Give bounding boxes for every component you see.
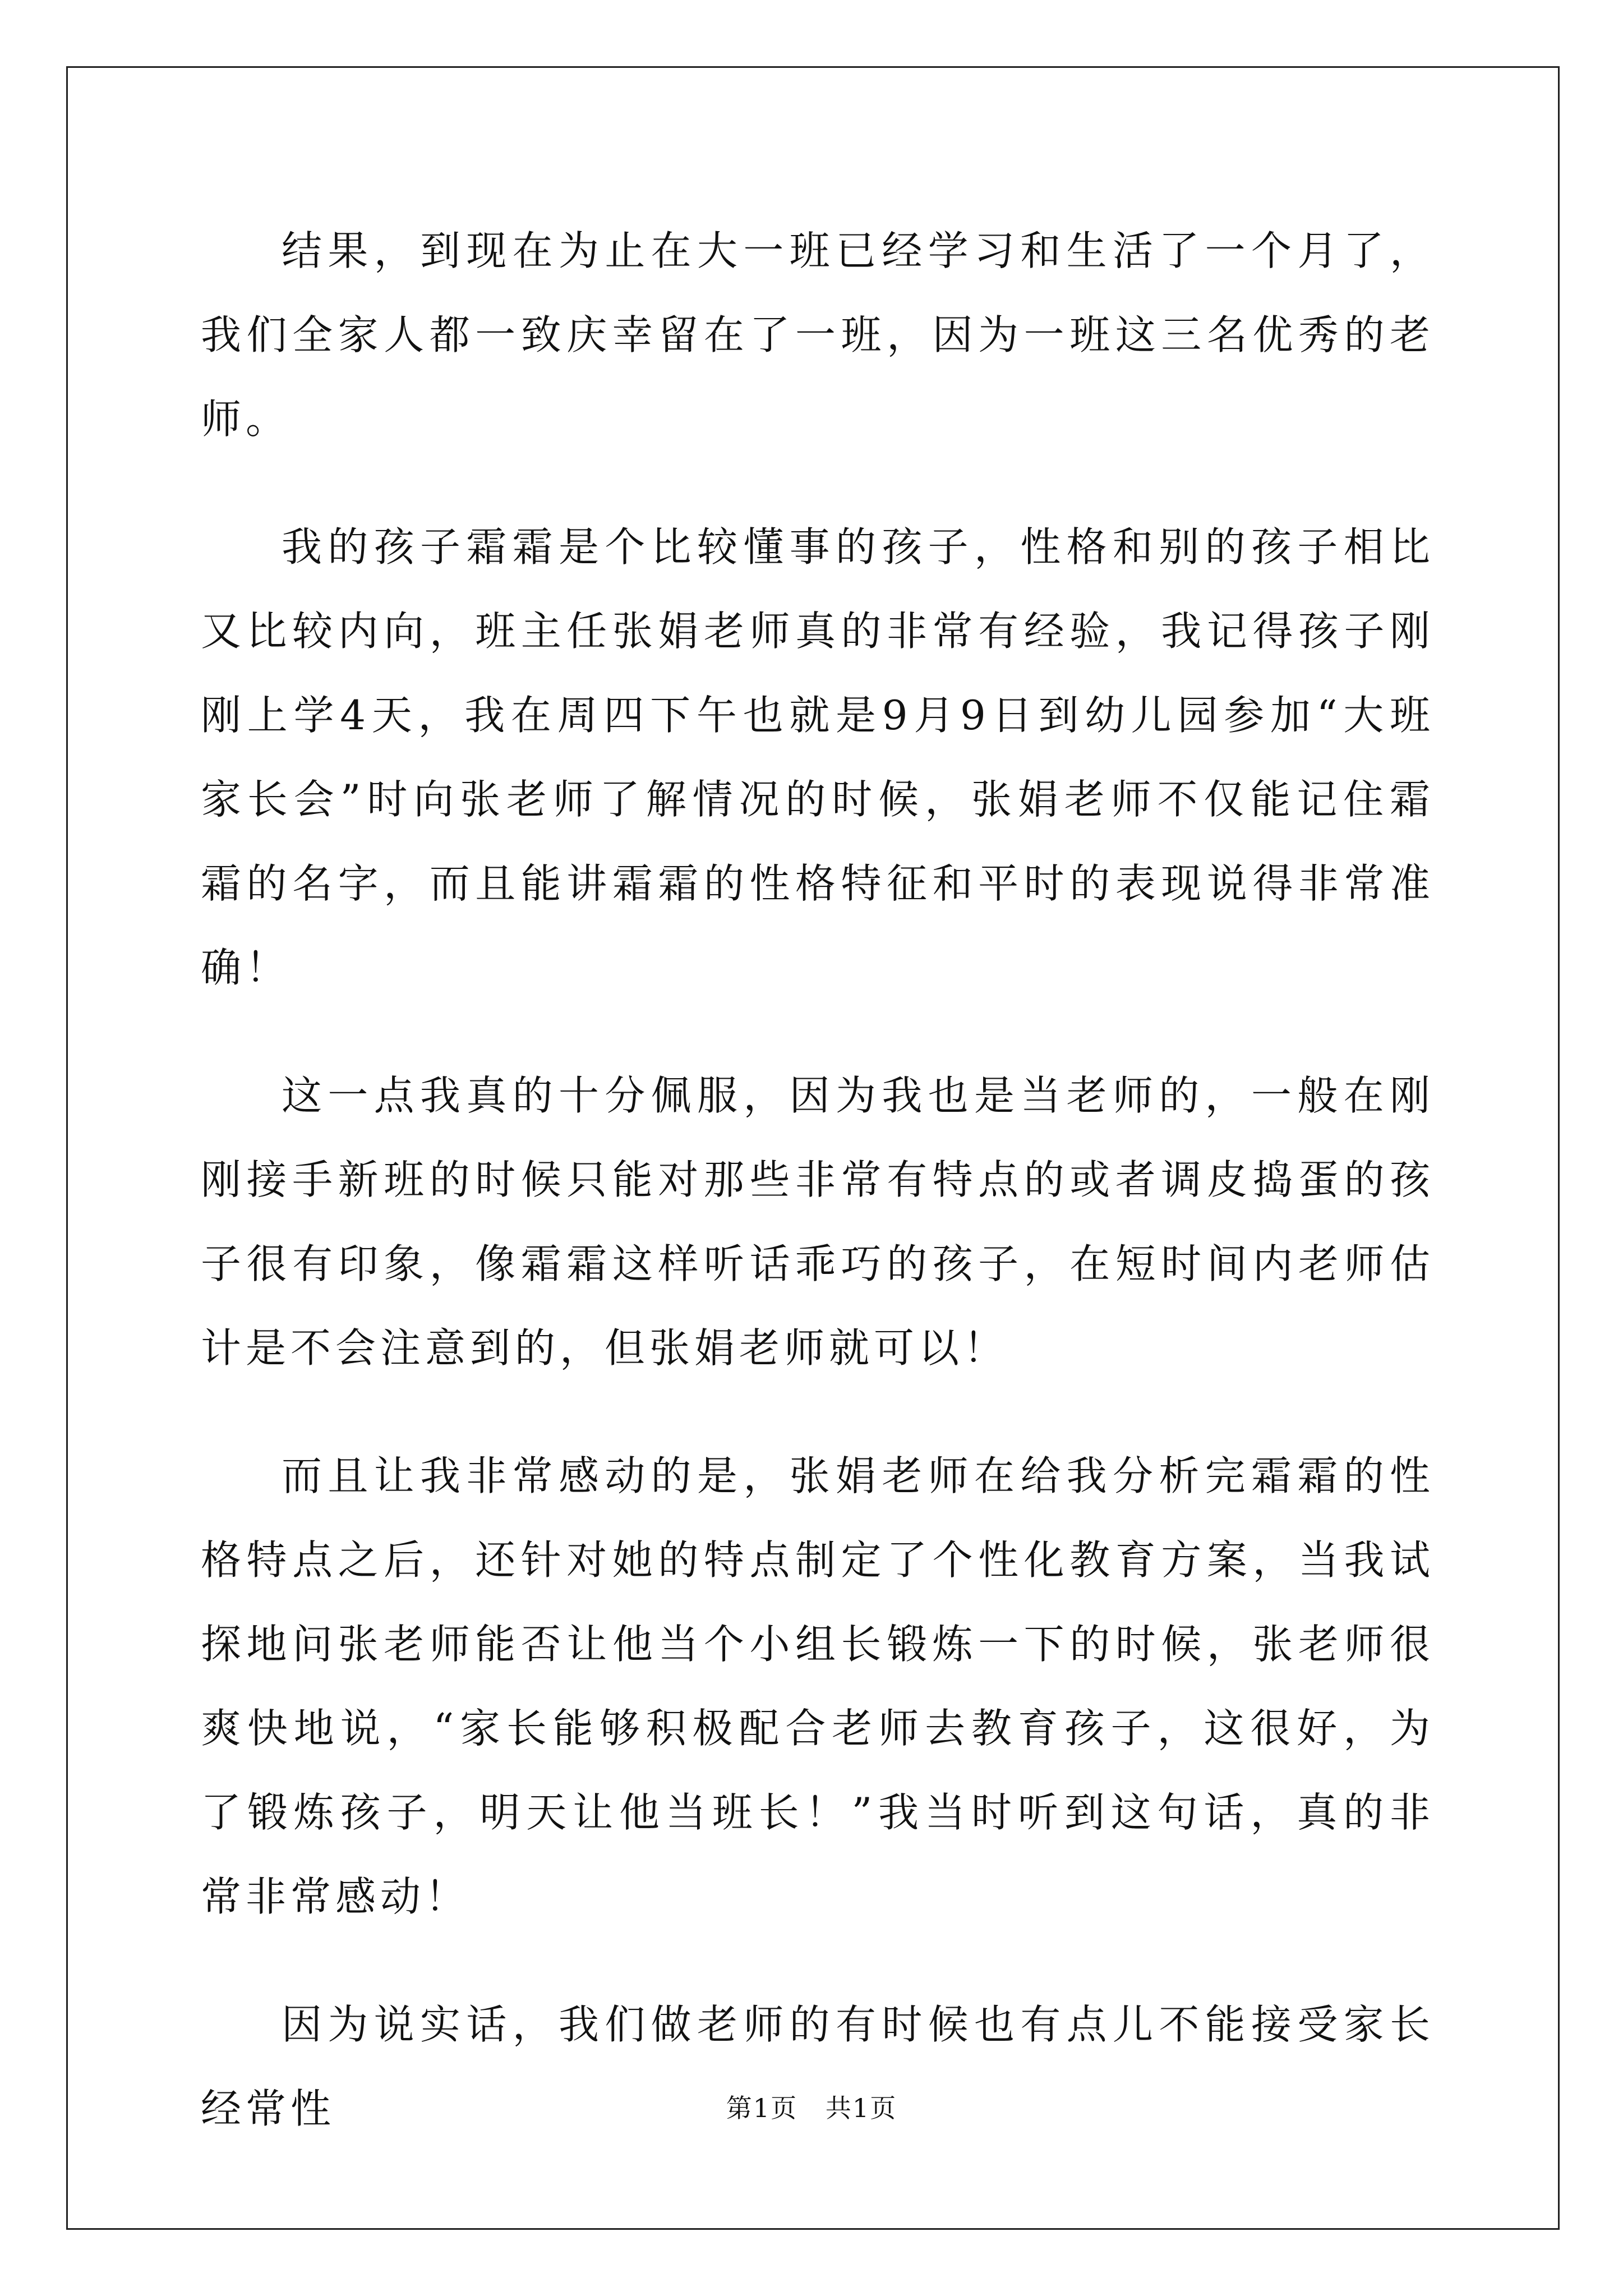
- paragraph-3: 这一点我真的十分佩服，因为我也是当老师的，一般在刚刚接手新班的时候只能对那些非常有特点的或者调皮捣蛋的孩子很有印象，像霜霜这样听话乖巧的孩子，在短时间内老师估计是不会注意到的，但张娟老师就可以！: [201, 1072, 1435, 1372]
- paragraph-1: 结果，到现在为止在大一班已经学习和生活了一个月了，我们全家人都一致庆幸留在了一班，因为一班这三名优秀的老师。: [201, 227, 1435, 443]
- page-number-footer: 第1页 共1页: [726, 2093, 897, 2123]
- document-body: [201, 209, 1435, 2194]
- paragraph-4: 而且让我非常感动的是，张娟老师在给我分析完霜霜的性格特点之后，还针对她的特点制定了个性化教育方案，当我试探地问张老师能否让他当个小组长锻炼一下的时候，张老师很爽快地说，“家长能够积极配合老师去教育孩子，这很好，为了锻炼孩子，明天让他当班长！”我当时听到这句话，真的非常非常感动！: [201, 1452, 1435, 1920]
- paragraph-2: 我的孩子霜霜是个比较懂事的孩子，性格和别的孩子相比又比较内向，班主任张娟老师真的非常有经验，我记得孩子刚刚上学4天，我在周四下午也就是9月9日到幼儿园参加“大班家长会”时向张老师了解情况的时候，张娟老师不仅能记住霜霜的名字，而且能讲霜霜的性格特征和平时的表现说得非常准确！: [201, 523, 1435, 991]
- paragraph-5: 因为说实话，我们做老师的有时候也有点儿不能接受家长经常性: [201, 2001, 1435, 2132]
